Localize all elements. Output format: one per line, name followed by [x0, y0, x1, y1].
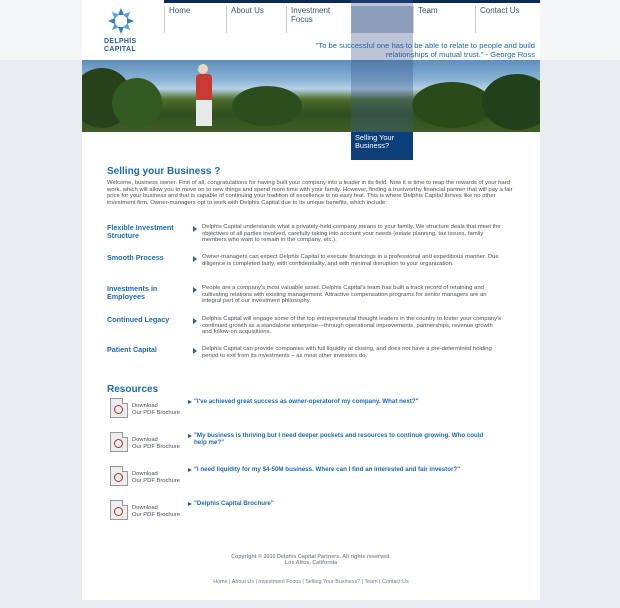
logo-wordmark: [104, 38, 136, 54]
download-label: Download: [132, 471, 158, 477]
logo-line-1: DELPHIS: [104, 38, 137, 45]
nav-item-contact-us[interactable]: Contact Us: [475, 6, 538, 33]
feature-text: People are a company's most valuable asset. Delphis Capital's team has built a track record of retaining and cultivating relations with existing management. Attractive compensation programs for senior managers are an integral part of our investment philosophy.: [202, 285, 487, 305]
pdf-document-icon[interactable]: [110, 500, 128, 520]
brochure-label: Our PDF Brochure: [132, 512, 180, 518]
feature-title: Patient Capital: [107, 345, 157, 354]
resource-link[interactable]: "I've achieved great success as owner-operatorof my company. What next?": [194, 398, 419, 405]
brochure-label: Our PDF Brochure: [132, 410, 180, 416]
download-brochure-link[interactable]: [132, 437, 180, 451]
golfer-head: [198, 64, 208, 74]
feature-text: Delphis Capital can provide companies with full liquidity at closing, and does not have a pre-determined holding period to exit from its investments – as most other investors do.: [202, 346, 492, 359]
delphis-logo-icon: [106, 6, 136, 36]
arrow-right-icon: [193, 226, 197, 232]
footer-link-investment-focus[interactable]: Investment Focus: [258, 579, 301, 585]
hero-tree: [232, 86, 302, 126]
arrow-right-icon: [193, 348, 197, 354]
nav-item-investment-focus[interactable]: Investment Focus: [286, 6, 347, 33]
golfer-body: [196, 74, 212, 102]
hero-tree: [412, 82, 492, 128]
download-label: Download: [132, 437, 158, 443]
header-quote: "To be successful one has to be able to relate to people and build relationships of mutual trust." - George Ross: [315, 41, 535, 59]
feature-title: Smooth Process: [107, 253, 164, 262]
brochure-label: Our PDF Brochure: [132, 444, 180, 450]
footer-link-contact-us[interactable]: Contact Us: [382, 579, 409, 585]
footer-link-selling-your-business[interactable]: Selling Your Business?: [305, 579, 361, 585]
hero-image-golfer: [82, 60, 540, 132]
download-brochure-link[interactable]: [132, 505, 180, 519]
feature-title: Continued Legacy: [107, 315, 170, 324]
arrow-right-icon: [188, 468, 192, 472]
site-logo[interactable]: [102, 6, 142, 56]
arrow-right-icon: [188, 502, 192, 506]
golfer-legs: [196, 100, 212, 126]
pdf-document-icon[interactable]: [110, 398, 128, 418]
copyright-line-2: Los Altos, California: [284, 560, 338, 567]
feature-title: Flexible Investment Structure: [107, 223, 174, 240]
resource-link[interactable]: "My business is thriving but I need deeper pockets and resources to continue growing. Who could help me?": [194, 432, 484, 447]
feature-title: Investments in Employees: [107, 284, 158, 301]
pdf-document-icon[interactable]: [110, 466, 128, 486]
pdf-document-icon[interactable]: [110, 432, 128, 452]
download-label: Download: [132, 403, 158, 409]
download-brochure-link[interactable]: [132, 471, 180, 485]
hero-tree: [112, 78, 162, 128]
footer-link-home[interactable]: Home: [213, 579, 228, 585]
download-label: Download: [132, 505, 158, 511]
arrow-right-icon: [188, 434, 192, 438]
nav-item-home[interactable]: Home: [164, 6, 227, 33]
feature-text: Delphis Capital will engage some of the top entrepreneurial thought leaders in the country to foster your company's continued growth as a standalone enterprise—through operational improvements, partnerships, revenue growth and follow-on acquisitions.: [202, 316, 502, 336]
arrow-right-icon: [188, 400, 192, 404]
arrow-right-icon: [193, 256, 197, 262]
page-container: [82, 0, 540, 600]
logo-line-2: CAPITAL: [104, 46, 136, 53]
footer-link-about-us[interactable]: About Us: [231, 579, 254, 585]
footer-link-team[interactable]: Team: [364, 579, 378, 585]
section-tab-label: Selling Your Business?: [351, 132, 413, 160]
resource-link[interactable]: "Delphis Capital Brochure": [194, 500, 274, 507]
arrow-right-icon: [193, 287, 197, 293]
resources-title: Resources: [107, 384, 159, 395]
intro-paragraph: Welcome, business owner. First of all, congratulations for having built your company into a leader in its field. Now it is time to reap the rewards of your hard work, which will allow you to move on to new things and spend more time with your family. However, finding a trustworthy financial partner that will pay a fair price for your business and that is capable of continuing your tradition of excellence is no easy feat. This is where Delphis Capital thrives like no other investment firm. Owner-managers opt to work with Delphis Capital due to its unique benefits, which include:: [107, 180, 513, 206]
brochure-label: Our PDF Brochure: [132, 478, 180, 484]
feature-text: Delphis Capital understands what a privately-held company means to your family. We structure deals that meet the objectives of all parties involved, carefully taking into account your needs (estate planning, tax issues, family members who want to remain in the company, etc.).: [202, 224, 501, 244]
copyright: [82, 554, 540, 567]
arrow-right-icon: [193, 318, 197, 324]
hero-tree: [482, 74, 540, 130]
footer-nav: Home | About Us | Investment Focus | Selling Your Business? | Team | Contact Us: [213, 579, 409, 585]
download-brochure-link[interactable]: [132, 403, 180, 417]
page-title: Selling your Business ?: [107, 166, 221, 177]
nav-item-about-us[interactable]: About Us: [226, 6, 287, 33]
copyright-line-1: Copyright © 2010 Delphis Capital Partners. All rights reserved.: [231, 554, 391, 560]
resource-link[interactable]: "I need liquidity for my $4-50M business. Where can I find an interested and fair investor?": [194, 466, 461, 473]
nav-item-team[interactable]: Team: [413, 6, 476, 33]
feature-text: Owner-managers can expect Delphis Capital to execute financings in a professional and expeditious manner. Due diligence is completed fairly, with confidentiality, and with minimal disruption to your organization.: [202, 254, 499, 267]
